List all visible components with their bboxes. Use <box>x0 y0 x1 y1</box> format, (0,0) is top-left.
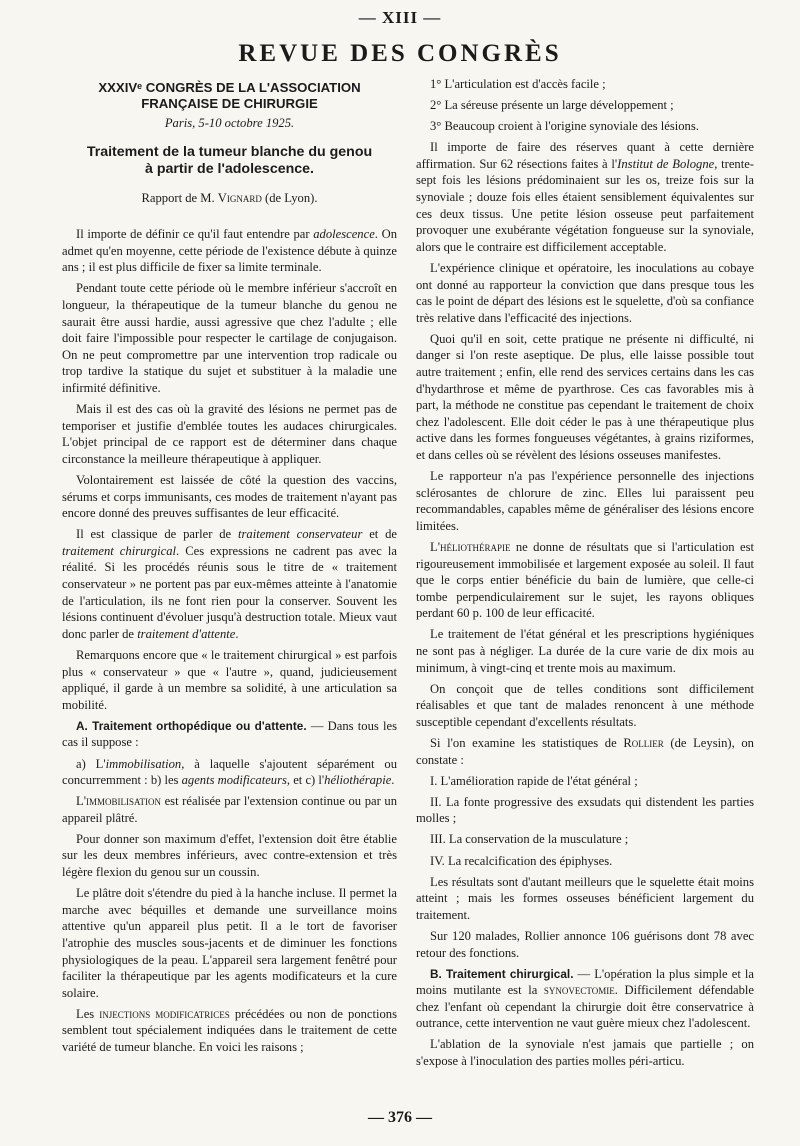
paragraph: Mais il est des cas où la gravité des lésions ne permet pas de temporiser et justifie d'emblée toutes les audaces chirurgicales. L'objet principal de ce rapport est de déterminer dans chaque circonstance la meilleure thérapeutique à appliquer. <box>62 402 397 466</box>
paragraph: L'ablation de la synoviale n'est jamais que partielle ; on s'expose à l'inoculation des parties molles péri-articu. <box>416 1037 754 1069</box>
article-title-line-1: Traitement de la tumeur blanche du genou <box>86 143 373 160</box>
paragraph: On conçoit que de telles conditions sont difficilement réalisables et que tant de malades renoncent à une méthode susceptible cependant d'excellents résultats. <box>416 681 754 729</box>
paragraph: Les injections modificatrices précédées ou non de ponctions semblent tout spécialement indiquées dans le traitement de cette variété de tumeur blanche. En voici les raisons ; <box>62 1006 397 1054</box>
paragraph: Les résultats sont d'autant meilleurs que le squelette était moins atteint ; mais les formes osseuses bénéficient largement du traitement. <box>416 874 754 922</box>
result-item: IV. La recalcification des épiphyses. <box>430 853 613 868</box>
article-title-line-2: à partir de l'adolescence. <box>145 160 314 177</box>
paragraph: Il importe de faire des réserves quant à cette dernière affirmation. Sur 62 résections faites à l'Institut de Bologne, trente-sept fois les lésions prédominaient sur les os, treize fois sur la synoviale ; douze fois elles étaient sensiblement équivalentes sur ces deux tissus. Une petite lésion osseuse peut parfaitement provoquer une exubérante végétation fongueuse sur la synoviale, alors que le contraire est difficilement acceptable. <box>416 140 754 254</box>
right-column <box>416 76 754 1074</box>
congress-line-2: FRANÇAISE DE CHIRURGIE <box>141 96 318 111</box>
list-item: 1° L'articulation est d'accès facile ; <box>430 77 606 91</box>
paragraph: Sur 120 malades, Rollier annonce 106 guérisons dont 78 avec retour des fonctions. <box>416 928 754 960</box>
result-item: II. La fonte progressive des exsudats qui distendent les parties molles ; <box>416 794 754 826</box>
section-heading-a: A. Traitement orthopédique ou d'attente. — Dans tous les cas il suppose : <box>62 718 397 750</box>
paragraph: Si l'on examine les statistiques de Rollier (de Leysin), on constate : <box>416 735 754 767</box>
list-item: 3° Beaucoup croient à l'origine synoviale des lésions. <box>430 119 699 134</box>
report-author-line: Rapport de M. Vignard (de Lyon). <box>141 190 318 205</box>
result-item: I. L'amélioration rapide de l'état général ; <box>430 773 638 788</box>
section-heading-b: B. Traitement chirurgical. — L'opération la plus simple et la moins mutilante est la synovectomie. Difficilement défendable chez l'enfant où cependant la chirurgie doit être conservatrice à outrance, cette intervention ne vaut guère mieux chez l'adolescent. <box>416 966 755 1031</box>
list-item: 2° La séreuse présente un large développement ; <box>430 98 674 113</box>
paragraph: Pour donner son maximum d'effet, l'extension doit être établie sur les deux membres inférieurs, avec contre-extension et très légère flexion du genou sur un coussin. <box>62 831 397 880</box>
report-author: Vignard <box>217 190 262 205</box>
result-item: III. La conservation de la musculature ; <box>430 832 629 847</box>
paragraph: L'héliothérapie ne donne de résultats que si l'articulation est rigoureusement immobilisée et largement exposée au soleil. Il faut que le corps entier bénéficie du bain de lumière, que celle-ci tombe perpendiculairement sur le sujet, les rayons obliques perdant 60 p. 100 de leur efficacité. <box>416 539 754 621</box>
congress-place-date: Paris, 5-10 octobre 1925. <box>164 116 295 130</box>
paragraph: Le plâtre doit s'étendre du pied à la hanche incluse. Il permet la marche avec béquilles et demande une surveillance moins attentive qu'un appareil plus petit. Il a le tort de favoriser l'atrophie des muscles sous-jacents et de diminuer les fonctions physiologiques de la peau. L'appareil sera largement fenêtré pour faciliter la thérapeutique par les agents modificateurs et la cure solaire. <box>62 886 397 1000</box>
paragraph: Pendant toute cette période où le membre inférieur s'accroît en longueur, la thérapeutique de la tumeur blanche du genou ne saurait être aussi hardie, aussi agressive que chez l'adulte ; elle doit faire l'impossible pour respecter le cartilage de conjugaison. On ne peut compromettre par une intervention trop radicale ou trop tardive la statique du sujet et substituer à la maladie une infirmité définitive. <box>62 281 397 396</box>
article-title <box>62 144 397 178</box>
journal-section-title: REVUE DES CONGRÈS <box>238 40 562 67</box>
paragraph: Il importe de définir ce qu'il faut entendre par adolescence. On admet qu'en moyenne, cette période de l'existence débute à quinze ans ; il est plus difficile de fixer sa limite terminale. <box>62 227 397 275</box>
paragraph: a) L'immobilisation, à laquelle s'ajoutent séparément ou concurremment : b) les agents modificateurs, et c) l'héliothérapie. <box>62 756 397 788</box>
paragraph: Il est classique de parler de traitement conservateur et de traitement chirurgical. Ces expressions ne cadrent pas avec la réalité. Si les procédés réunis sous le titre de « traitement conservateur » ne portent pas par eux-mêmes atteinte à l'anatomie de l'articulation, ils ne font rien pour la conserver. Souvent les lésions continuent d'évoluer jusqu'à destruction totale. Mieux vaut donc parler de traitement d'attente. <box>62 527 398 641</box>
paragraph: L'immobilisation est réalisée par l'extension continue ou par un appareil plâtré. <box>62 794 397 825</box>
congress-line-1: XXXIVᵉ CONGRÈS DE LA L'ASSOCIATION <box>98 80 361 95</box>
page-roman-numeral: — XIII — <box>358 8 442 27</box>
paragraph: Remarquons encore que « le traitement chirurgical » est parfois plus « conservateur » que « l'autre », quand, judicieusement appliqué, il garde à un membre sa solidité, à une articulation sa mobilité. <box>62 647 397 712</box>
paragraph: Quoi qu'il en soit, cette pratique ne présente ni difficulté, ni danger si l'on reste aseptique. De plus, elle laisse possible tout autre traitement ; enfin, elle rend des services certains dans les cas d'hydarthrose et même de pyarthrose. Ces cas favorables mis à part, la méthode ne constitue pas cependant le traitement de choix chez l'adolescent. Elle doit céder le pas à une thérapeutique plus active dans les formes fongueuses végétantes, à grains riziformes, et dans celles où se révèlent des lésions osseuses manifestes. <box>416 331 754 462</box>
left-column <box>62 74 397 1060</box>
paragraph: Le rapporteur n'a pas l'expérience personnelle des injections sclérosantes de chlorure de zinc. Elles lui paraissent peu recommandables, capables même de généraliser des lésions encore limitées. <box>416 469 754 533</box>
page-number: — 376 — <box>368 1109 432 1126</box>
paragraph: Volontairement est laissée de côté la question des vaccins, sérums et corps immunisants, ces modes de traitement n'ayant pas encore donné des preuves suffisantes de leur efficacité. <box>62 473 397 521</box>
paragraph: Le traitement de l'état général et les prescriptions hygiéniques ne sont pas à négliger. La durée de la cure varie de dix mois au minimum, à vingt-cinq et trente mois au maximum. <box>416 627 754 675</box>
congress-name <box>62 80 397 112</box>
paragraph: L'expérience clinique et opératoire, les inoculations au cobaye ont donné au rapporteur la conviction que dans presque tous les cas le point de départ des lésions est le squelette, d'où sa confiance très relative dans l'efficacité des injections. <box>416 260 754 325</box>
